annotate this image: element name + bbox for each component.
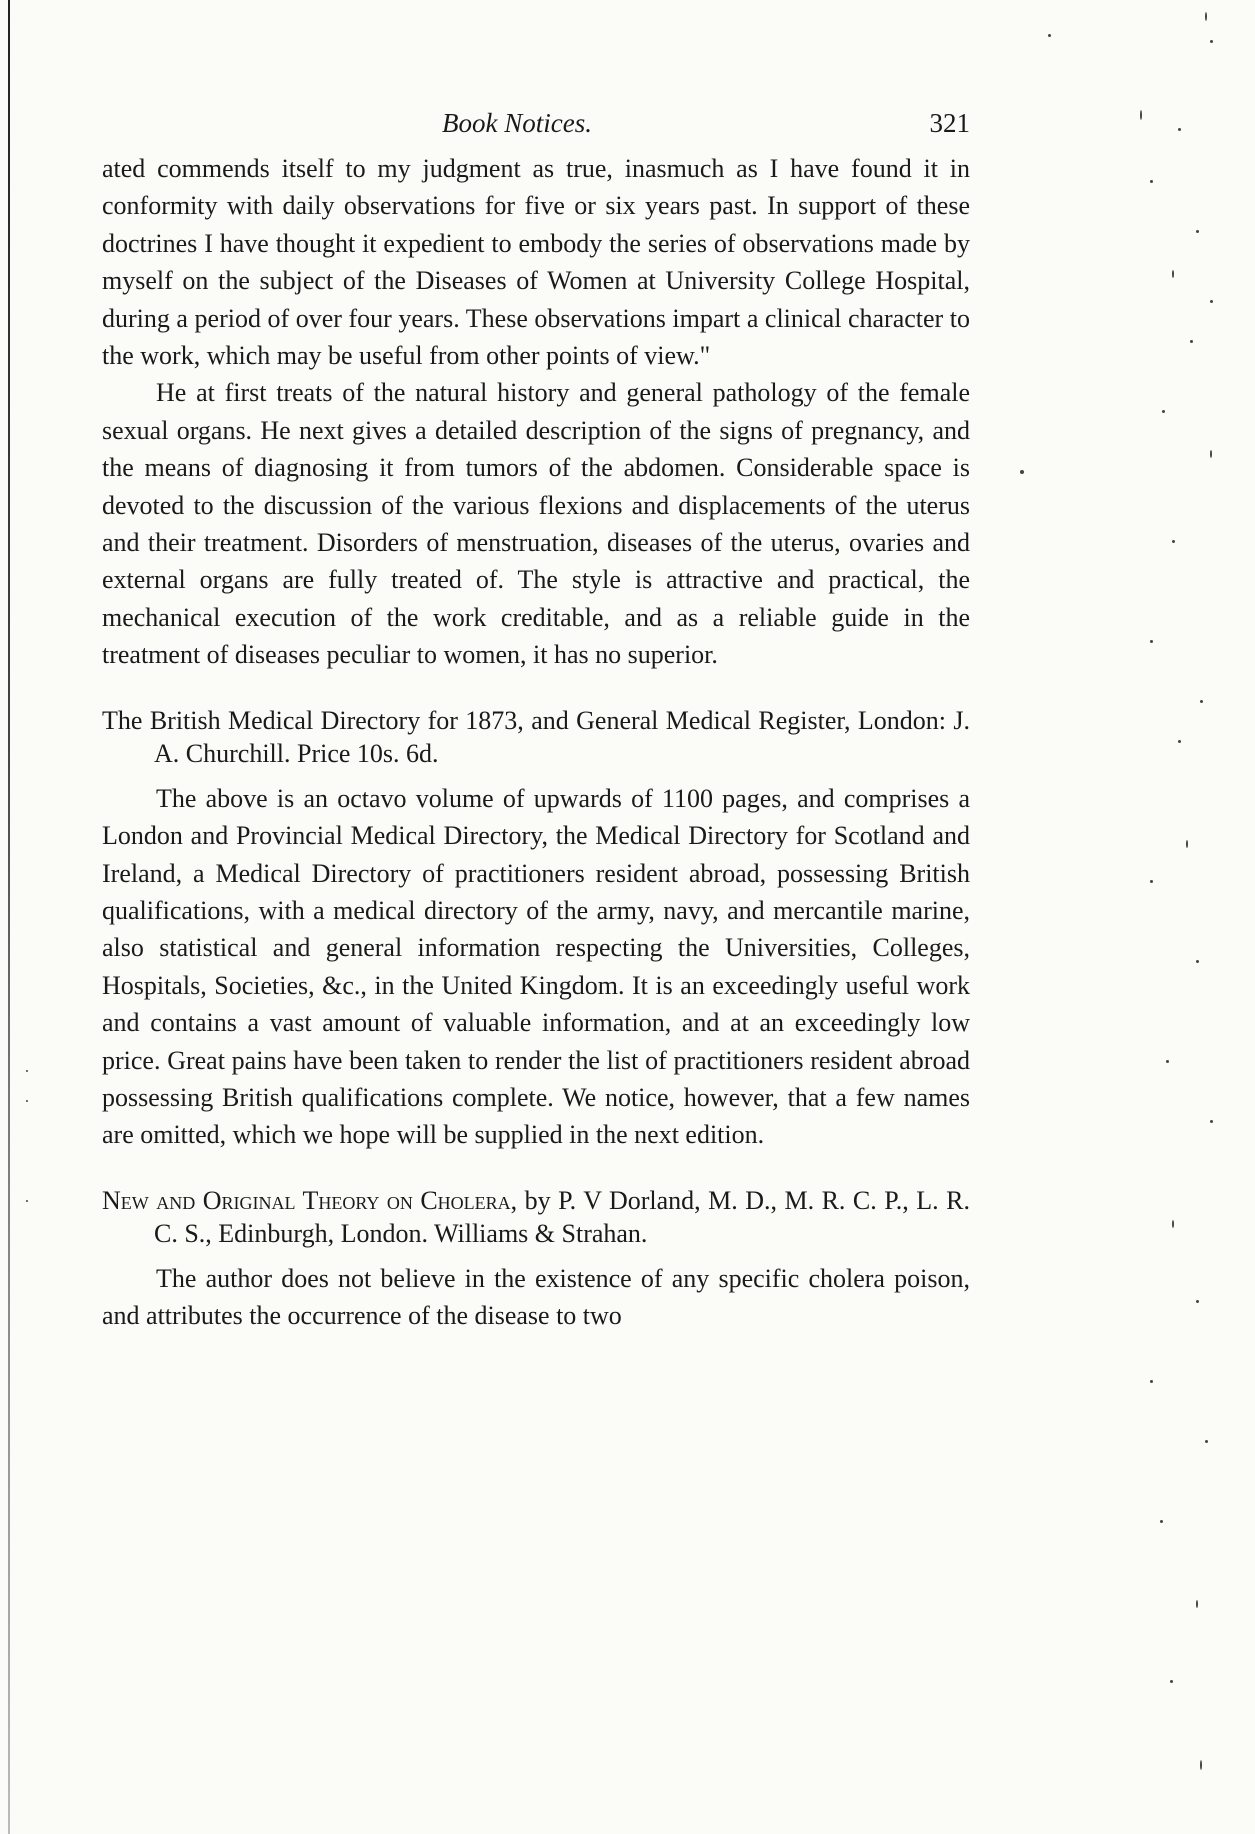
section-spacer (102, 674, 970, 704)
cholera-notice-body: The author does not believe in the existence of any specific cholera poison, and attributes the occurrence of the disease to two (102, 1263, 970, 1331)
book-page (102, 100, 970, 1335)
running-title: Book Notices. (442, 108, 592, 138)
review-quote-paragraph: ated commends itself to my judgment as true, inasmuch as I have found it in conformity with daily observations for five or six years past. In support of these doctrines I have thought it expedient to embody the series of observations made by myself on the subject of the Diseases of Women at University College Hospital, during a period of over four years. These observations impart a clinical character to the work, which may be useful from other points of view." (102, 154, 970, 371)
cholera-book-title: New and Original Theory on Cholera, (102, 1185, 518, 1215)
section-spacer (102, 1154, 970, 1184)
page-number: 321 (929, 108, 970, 138)
review-summary-paragraph: He at first treats of the natural history and general pathology of the female sexual organs. He next gives a detailed description of the signs of pregnancy, and the means of diagnosing it from tumors of the abdomen. Considerable space is devoted to the discussion of the various flexions and displacements of the uterus and their treatment. Disorders of menstruation, diseases of the uterus, ovaries and external organs are fully treated of. The style is attractive and practical, the mechanical execution of the work creditable, and as a reliable guide in the treatment of diseases peculiar to women, it has no superior. (102, 378, 970, 670)
section-spacer (102, 770, 970, 780)
cholera-notice-heading (102, 1184, 970, 1250)
running-head (102, 100, 970, 150)
directory-notice-heading: The British Medical Directory for 1873, and General Medical Register, London: J. A. Churchill. Price 10s. 6d. (102, 705, 970, 768)
directory-notice-body: The above is an octavo volume of upwards of 1100 pages, and comprises a London and Provincial Medical Directory, the Medical Directory for Scotland and Ireland, a Medical Directory of practitioners resident abroad, possessing British qualifications, with a medical directory of the army, navy, and mercantile marine, also statistical and general information respecting the Universities, Colleges, Hospitals, Societies, &c., in the United Kingdom. It is an exceedingly useful work and contains a vast amount of valuable information, and at an exceedingly low price. Great pains have been taken to render the list of practitioners resident abroad possessing British qualifications complete. We notice, however, that a few names are omitted, which we hope will be supplied in the next edition. (102, 783, 970, 1150)
section-spacer (102, 1250, 970, 1260)
cholera-book-details: by P. V Dorland, M. D., M. R. C. P., L. R. C. S., Edinburgh, London. Williams & Strahan. (154, 1185, 970, 1248)
binding-edge-line (8, 0, 10, 1834)
